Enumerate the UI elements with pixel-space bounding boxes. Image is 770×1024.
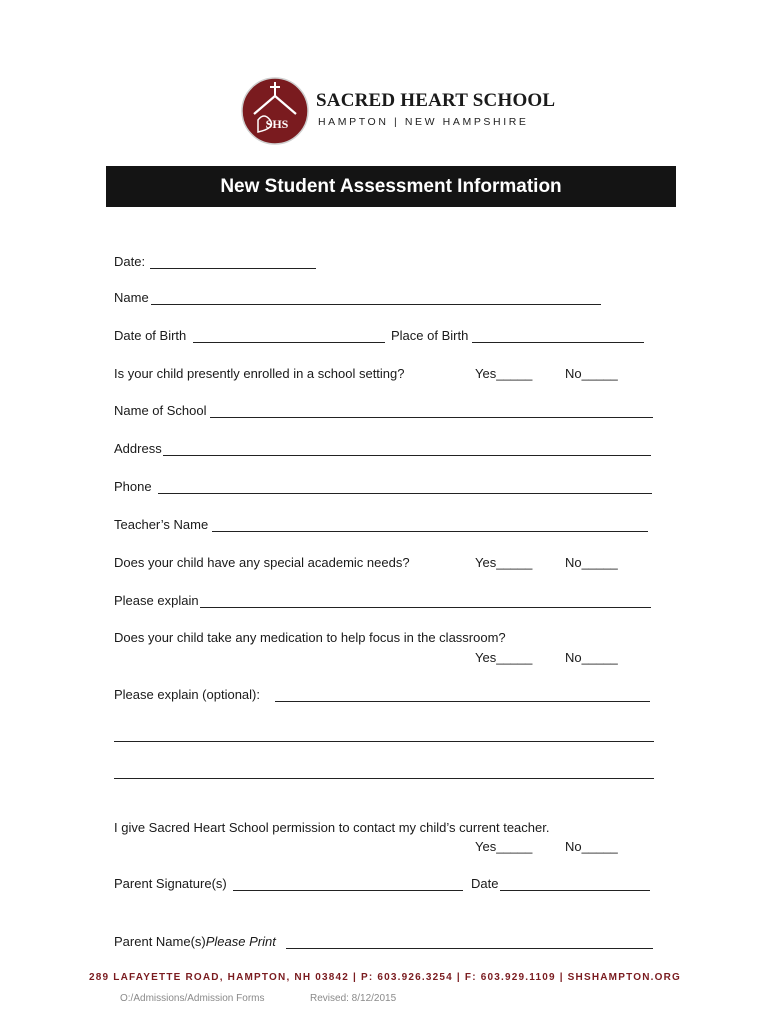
signature-date-label: Date: [471, 876, 499, 891]
explain-optional-line-2[interactable]: [114, 740, 654, 742]
permission-statement: I give Sacred Heart School permission to contact my child’s current teacher.: [114, 820, 550, 835]
enrolled-yes[interactable]: Yes_____: [475, 366, 533, 381]
file-path: O:/Admissions/Admission Forms: [120, 993, 265, 1004]
teacher-field[interactable]: [212, 517, 648, 532]
school-name: SACRED HEART SCHOOL: [316, 90, 556, 111]
explain-optional-label: Please explain (optional):: [114, 687, 260, 702]
explain-optional-line-3[interactable]: [114, 777, 654, 779]
school-location: HAMPTON | NEW HAMPSHIRE: [318, 116, 529, 128]
name-field[interactable]: [151, 290, 601, 305]
logo-initials: SHS: [265, 117, 289, 131]
name-label: Name: [114, 290, 149, 305]
parent-names-text: Parent Name(s): [114, 934, 206, 949]
footer-address: 289 LAFAYETTE ROAD, HAMPTON, NH 03842 | P: 603.926.3254 | F: 603.929.1109 | SHSHAMPTON.ORG: [89, 972, 681, 983]
address-label: Address: [114, 441, 162, 456]
permission-no[interactable]: No_____: [565, 839, 618, 854]
explain-label: Please explain: [114, 593, 199, 608]
parent-names-label: [114, 934, 276, 949]
school-name-field[interactable]: [210, 403, 653, 418]
special-needs-question: Does your child have any special academic needs?: [114, 555, 410, 570]
permission-yes[interactable]: Yes_____: [475, 839, 533, 854]
medication-yes[interactable]: Yes_____: [475, 650, 533, 665]
parent-signature-label: Parent Signature(s): [114, 876, 227, 891]
enrolled-question: Is your child presently enrolled in a school setting?: [114, 366, 405, 381]
signature-date-field[interactable]: [500, 876, 650, 891]
phone-field[interactable]: [158, 479, 652, 494]
special-needs-yes[interactable]: Yes_____: [475, 555, 533, 570]
date-label: Date:: [114, 254, 146, 269]
phone-label: Phone: [114, 479, 152, 494]
explain-optional-field[interactable]: [275, 687, 650, 702]
special-needs-no[interactable]: No_____: [565, 555, 618, 570]
medication-no[interactable]: No_____: [565, 650, 618, 665]
dob-field[interactable]: [193, 328, 385, 343]
parent-signature-field[interactable]: [233, 876, 463, 891]
medication-question: Does your child take any medication to help focus in the classroom?: [114, 630, 506, 645]
school-name-label: Name of School: [114, 403, 207, 418]
revised-date: Revised: 8/12/2015: [310, 993, 397, 1004]
address-field[interactable]: [163, 441, 651, 456]
pob-label: Place of Birth: [391, 328, 469, 343]
pob-field[interactable]: [472, 328, 644, 343]
school-logo-icon: [240, 76, 310, 146]
parent-names-field[interactable]: [286, 934, 653, 949]
enrolled-no[interactable]: No_____: [565, 366, 618, 381]
page-title: New Student Assessment Information: [106, 166, 676, 207]
please-print-text: Please Print: [205, 934, 276, 949]
date-field[interactable]: [150, 254, 316, 269]
teacher-label: Teacher’s Name: [114, 517, 209, 532]
dob-label: Date of Birth: [114, 328, 187, 343]
explain-field[interactable]: [200, 593, 651, 608]
